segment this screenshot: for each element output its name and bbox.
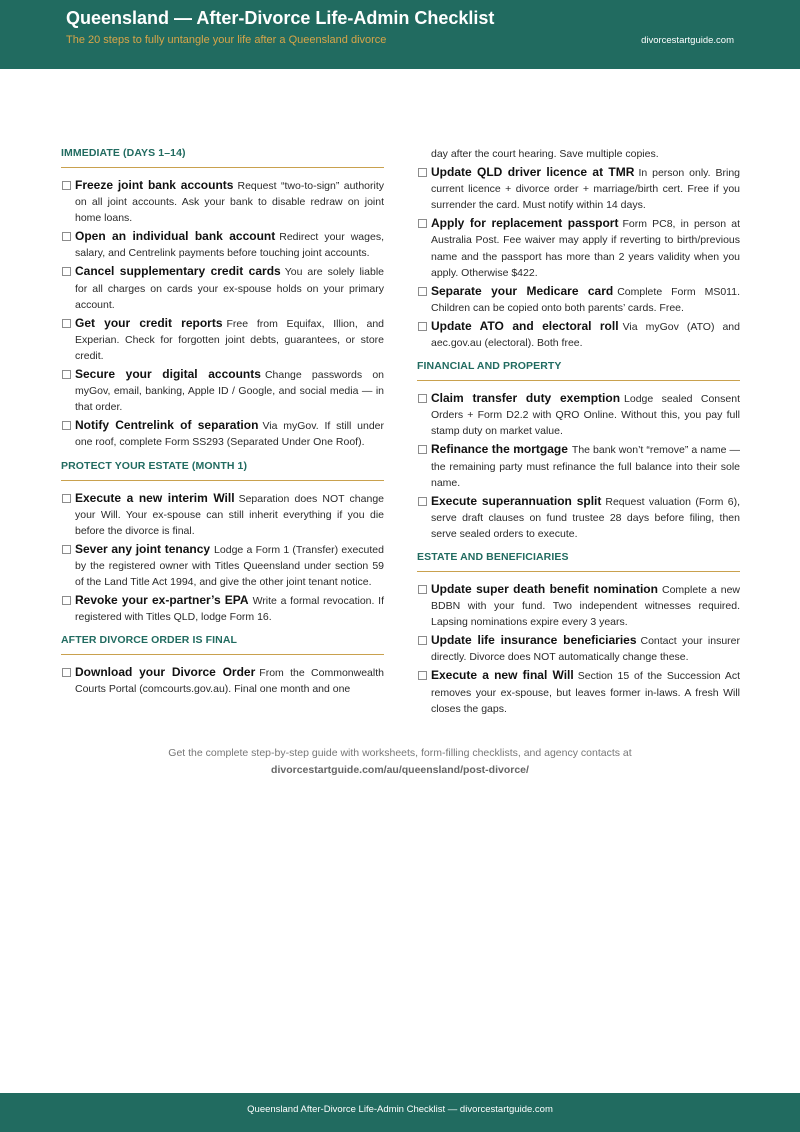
section-beneficiaries [417,550,740,717]
checkbox[interactable] [62,319,71,328]
item-desc: Complete a new BDBN with your fund. Two independent witnesses required. Lapsing nominations expire every 3 years. [431,583,741,629]
checkbox[interactable] [418,322,427,331]
section-heading: IMMEDIATE (DAYS 1–14) [61,146,384,168]
item-desc: Request valuation (Form 6), serve draft clauses on fund trustee 28 days before filing, then serve sealed orders to execute. [431,495,741,540]
item-title: Claim transfer duty exemption [431,391,621,406]
section-after-order-continued [417,146,740,351]
checklist-item [61,592,384,625]
item-title: Update life insurance beneficiaries [431,633,637,648]
checkbox[interactable] [62,267,71,276]
item-title: Get your credit reports [75,315,223,330]
checkbox[interactable] [62,370,71,379]
section-heading: ESTATE AND BENEFICIARIES [417,550,740,572]
checkbox[interactable] [418,287,427,296]
checklist-item [61,417,384,450]
item-desc: Free from Equifax, Illion, and Experian. Check for forgotten joint debts, guarantees, or store credit. [75,317,385,362]
checkbox[interactable] [62,232,71,241]
section-protect-estate [61,459,384,626]
item-desc: Write a formal revocation. If registered with Titles QLD, lodge Form 16. [75,595,384,624]
page-header [0,0,800,69]
checkbox[interactable] [418,671,427,680]
checklist-item [61,177,384,226]
item-title: Freeze joint bank accounts [75,178,234,192]
item-desc: Complete Form MS011. Children can be copied onto both parents’ cards. Free. [431,285,740,314]
checklist-item [417,581,740,630]
item-title: Secure your digital accounts [75,367,261,382]
item-title: Update ATO and electoral roll [431,318,619,333]
guide-note [0,745,800,779]
checklist-item [61,228,384,261]
item-title: Download your Divorce Order [75,665,256,680]
checkbox[interactable] [62,421,71,430]
item-title: Refinance the mortgage [431,442,568,457]
item-title: Update super death benefit nomination [431,581,658,596]
checkbox[interactable] [418,219,427,228]
guide-link[interactable]: divorcestartguide.com/au/queensland/post-divorce/ [271,764,529,776]
item-desc: Lodge a Form 1 (Transfer) executed by the registered owner with Titles Queensland under section 59 of the Land Title Act 1994, and give the other joint tenant notice. [75,543,384,588]
site-link[interactable]: divorcestartguide.com [641,35,734,46]
checkbox[interactable] [418,445,427,454]
item-desc: Via myGov (ATO) and aec.gov.au (electoral). Both free. [431,320,740,350]
checkbox[interactable] [418,497,427,506]
checklist-item [61,263,384,312]
section-financial [417,359,740,542]
checklist-item [61,541,384,590]
checklist-item [417,441,740,490]
item-desc: Lodge sealed Consent Orders + Form D2.2 with QRO Online. Without this, you pay full stamp duty on market value. [431,393,740,438]
section-immediate [61,146,384,451]
checklist-item [61,366,384,415]
item-desc-continuation: day after the court hearing. Save multiple copies. [431,148,659,160]
checklist-item [417,632,740,665]
checklist-item [417,390,740,439]
item-desc: Redirect your wages, salary, and Centrelink payments before touching joint accounts. [75,231,384,260]
item-desc: Request “two-to-sign” authority on all joint accounts. Ask your bank to disable redraw on joint home loans. [75,180,385,225]
checklist-item [61,490,384,539]
checkbox[interactable] [62,596,71,605]
item-title: Open an individual bank account [75,229,276,244]
left-column [61,146,384,705]
item-desc: Form PC8, in person at Australia Post. Fee waiver may apply if reverting to birth/previous name and the passport has more than 2 years validity when you apply. Otherwise $422. [431,218,740,279]
section-heading: FINANCIAL AND PROPERTY [417,359,740,381]
item-desc: The bank won’t “remove” a name — the remaining party must refinance the full balance into their sole name. [431,444,740,489]
checklist-item [417,318,740,351]
page-subtitle: The 20 steps to fully untangle your life after a Queensland divorce [66,34,387,46]
checklist-item [61,315,384,364]
item-title: Sever any joint tenancy [75,541,211,556]
item-title: Notify Centrelink of separation [75,418,259,433]
item-title: Execute a new interim Will [75,490,235,505]
checkbox[interactable] [62,545,71,554]
item-desc: You are solely liable for all charges on cards your ex-spouse holds on your primary account. [75,266,384,311]
item-title: Update QLD driver licence at TMR [431,165,635,180]
checkbox[interactable] [418,394,427,403]
page-footer [0,1093,800,1132]
item-title: Separate your Medicare card [431,283,614,298]
checkbox[interactable] [418,636,427,645]
item-desc: In person only. Bring current licence + divorce order + marriage/birth cert. Free if you surrender the card. Must notify within 14 days. [431,167,740,212]
checkbox[interactable] [62,181,71,190]
section-heading: PROTECT YOUR ESTATE (MONTH 1) [61,459,384,481]
item-desc: Via myGov. If still under one roof, complete Form SS293 (Separated Under One Roof). [75,420,384,449]
right-column [417,146,740,725]
item-title: Cancel supplementary credit cards [75,264,281,279]
checklist-item [417,667,740,716]
checkbox[interactable] [62,494,71,503]
checkbox[interactable] [62,668,71,677]
page-title: Queensland — After-Divorce Life-Admin Checklist [66,8,495,28]
checklist-item [417,283,740,316]
item-title: Execute superannuation split [431,493,602,508]
item-title: Revoke your ex-partner’s EPA [75,593,249,608]
item-desc: Separation does NOT change your Will. Your ex-spouse can still inherit everything if you die before the divorce is final. [75,492,385,537]
item-desc: From the Commonwealth Courts Portal (comcourts.gov.au). Final one month and one [75,667,384,696]
checklist-item [417,164,740,213]
checkbox[interactable] [418,168,427,177]
guide-note-text: Get the complete step-by-step guide with worksheets, form-filling checklists, and agency contacts at [168,747,632,759]
item-desc: Change passwords on myGov, email, banking, Apple ID / Google, and social media — in that order. [75,369,385,414]
item-desc: Section 15 of the Succession Act removes your ex-spouse, but leaves former in-laws. A fresh Will closes the gaps. [431,670,740,715]
item-title: Apply for replacement passport [431,216,619,231]
checklist-item [417,215,740,280]
checklist-item [417,493,740,542]
checkbox[interactable] [418,585,427,594]
item-title: Execute a new final Will [431,668,574,683]
section-after-order [61,633,384,697]
section-heading: AFTER DIVORCE ORDER IS FINAL [61,633,384,655]
checklist-item [61,664,384,697]
item-desc: Contact your insurer directly. Divorce does NOT automatically change these. [431,635,740,664]
footer-text: Queensland After-Divorce Life-Admin Checklist — divorcestartguide.com [247,1104,553,1115]
